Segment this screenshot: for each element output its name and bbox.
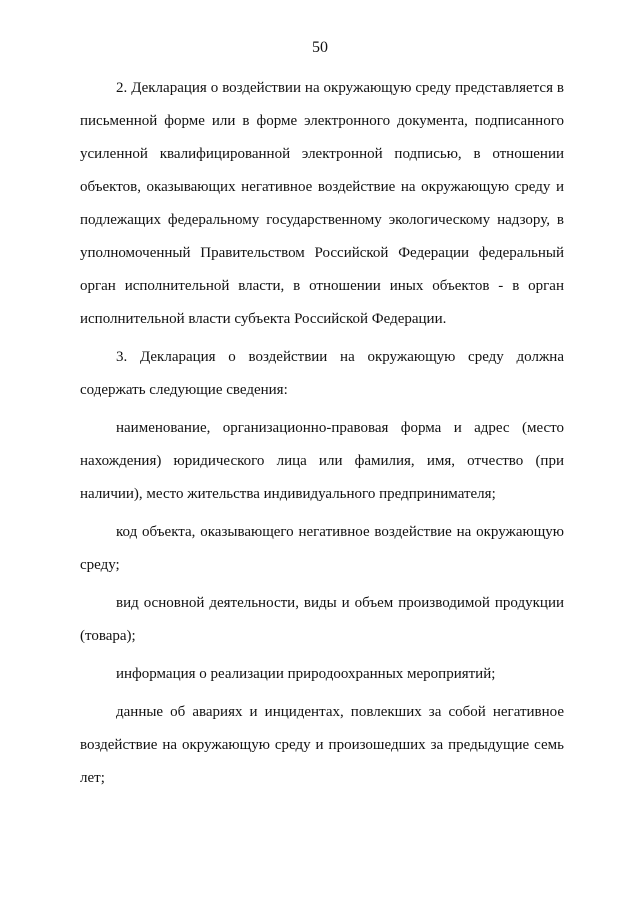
paragraph-declaration-contents: 3. Декларация о воздействии на окружающую среду должна содержать следующие сведения: xyxy=(80,349,564,398)
paragraph-accidents-data: данные об авариях и инцидентах, повлекших за собой негативное воздействие на окружающую среду и произошедших за предыдущие семь лет; xyxy=(80,704,564,786)
document-body xyxy=(80,72,564,795)
paragraph-object-code: код объекта, оказывающего негативное воздействие на окружающую среду; xyxy=(80,524,564,573)
paragraph-entity-name: наименование, организационно-правовая форма и адрес (место нахождения) юридического лица или фамилия, имя, отчество (при наличии), место жительства индивидуального предпринимателя; xyxy=(80,420,564,502)
paragraph-activity-type: вид основной деятельности, виды и объем производимой продукции (товара); xyxy=(80,595,564,644)
paragraph-declaration-submission: 2. Декларация о воздействии на окружающую среду представляется в письменной форме или в форме электронного документа, подписанного усиленной квалифицированной электронной подписью, в отношении объектов, оказывающих негативное воздействие на окружающую среду и подлежащих федеральному государственному экологическому надзору, в уполномоченный Правительством Российской Федерации федеральный орган исполнительной власти, в отношении иных объектов - в орган исполнительной власти субъекта Российской Федерации. xyxy=(80,80,564,327)
paragraph-environmental-measures: информация о реализации природоохранных мероприятий; xyxy=(116,666,496,682)
page-number: 50 xyxy=(312,39,328,56)
